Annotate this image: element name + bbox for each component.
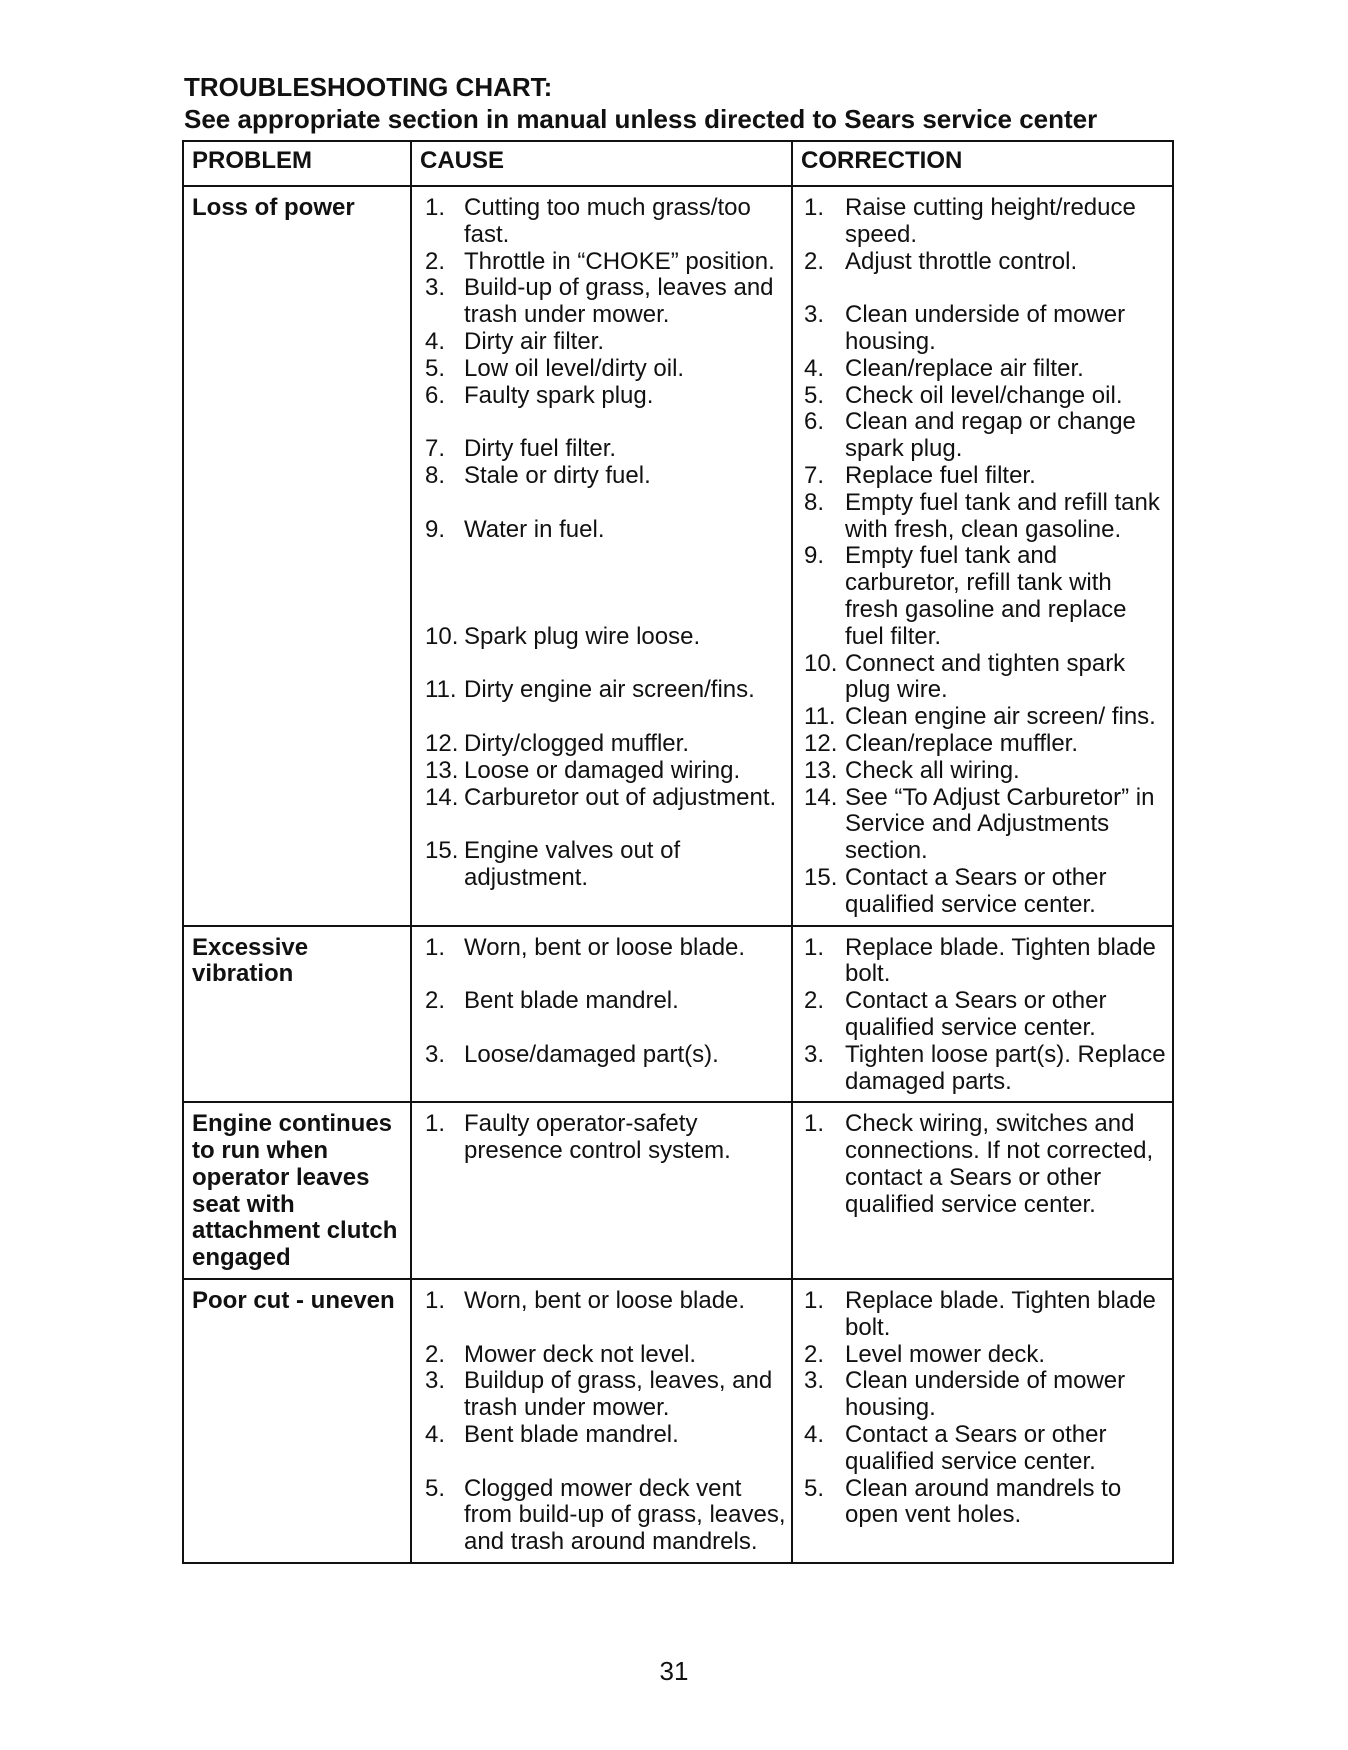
table-row: [183, 1279, 1173, 1563]
correction-item: 2. Level mower deck.: [804, 1340, 1046, 1368]
column-header-correction: CORRECTION: [792, 141, 1173, 186]
cause-item: 5. Clogged mower deck vent from build-up of grass, leaves, and trash around mandrels.: [425, 1474, 786, 1556]
correction-item: 5. Check oil level/change oil.: [804, 381, 1123, 409]
correction-item: 1. Replace blade. Tighten blade bolt.: [804, 933, 1156, 988]
cause-item: 12. Dirty/clogged muffler.: [425, 729, 689, 757]
cause-item: 4. Bent blade mandrel.: [425, 1421, 679, 1449]
cause-item: 1. Worn, bent or loose blade.: [425, 933, 746, 961]
cause-item: 14. Carburetor out of adjustment.: [425, 783, 777, 811]
cause-item: 7. Dirty fuel filter.: [425, 435, 617, 463]
cause-item: 3. Buildup of grass, leaves, and trash under mower.: [425, 1367, 773, 1422]
chart-title: TROUBLESHOOTING CHART:: [184, 72, 553, 102]
troubleshooting-table: [182, 140, 1174, 1564]
correction-item: 4. Contact a Sears or other qualified service center.: [804, 1421, 1107, 1475]
cause-item: 2. Bent blade mandrel.: [425, 987, 679, 1015]
chart-subtitle: See appropriate section in manual unless directed to Sears service center: [184, 104, 1098, 134]
cause-item: 3. Loose/damaged part(s).: [425, 1040, 719, 1068]
correction-cell: [792, 1279, 1173, 1563]
cause-item: 4. Dirty air filter.: [425, 327, 605, 355]
correction-item: 11. Clean engine air screen/ fins.: [804, 703, 1156, 731]
problem-cell: Poor cut - uneven: [183, 1279, 411, 1563]
cause-item: 2. Throttle in “CHOKE” position.: [425, 247, 775, 275]
problem-cell: Engine continues to run when operator leaves seat with attachment clutch engaged: [183, 1102, 411, 1279]
correction-item: 4. Clean/replace air filter.: [804, 354, 1084, 382]
table-row: [183, 1102, 1173, 1279]
table-row: [183, 186, 1173, 926]
correction-item: 3. Clean underside of mower housing.: [804, 1367, 1126, 1422]
correction-item: 6. Clean and regap or change spark plug.: [804, 408, 1136, 463]
correction-item: 10. Connect and tighten spark plug wire.: [804, 649, 1126, 704]
cause-item: 9. Water in fuel.: [425, 515, 605, 543]
page-number: 31: [659, 1656, 689, 1686]
correction-item: 14. See “To Adjust Carburetor” in Service and Adjustments section.: [804, 783, 1155, 865]
correction-item: 7. Replace fuel filter.: [804, 461, 1036, 489]
correction-item: 2. Contact a Sears or other qualified service center.: [804, 987, 1107, 1041]
correction-item: 3. Clean underside of mower housing.: [804, 301, 1126, 355]
correction-cell: [792, 186, 1173, 926]
correction-item: 9. Empty fuel tank and carburetor, refill tank with fresh gasoline and replace fuel filter.: [804, 542, 1127, 650]
cause-item: 1. Cutting too much grass/too fast.: [425, 194, 751, 248]
correction-item: 12. Clean/replace muffler.: [804, 729, 1079, 757]
cause-cell: [411, 926, 792, 1103]
correction-item: 1. Raise cutting height/reduce speed.: [804, 194, 1136, 248]
cause-item: 8. Stale or dirty fuel.: [425, 461, 651, 489]
column-header-problem: PROBLEM: [183, 141, 411, 186]
cause-cell: [411, 186, 792, 926]
cause-item: 3. Build-up of grass, leaves and trash under mower.: [425, 274, 774, 329]
problem-cell: Loss of power: [183, 186, 411, 926]
cause-item: 6. Faulty spark plug.: [425, 381, 654, 409]
cause-cell: [411, 1102, 792, 1279]
correction-item: 1. Check wiring, switches and connections. If not corrected, contact a Sears or other qualified service center.: [804, 1110, 1154, 1218]
correction-item: 1. Replace blade. Tighten blade bolt.: [804, 1287, 1156, 1341]
cause-item: 10. Spark plug wire loose.: [425, 622, 701, 650]
correction-item: 5. Clean around mandrels to open vent holes.: [804, 1474, 1122, 1529]
cause-item: 1. Faulty operator-safety presence control system.: [425, 1110, 731, 1165]
cause-item: 11. Dirty engine air screen/fins.: [425, 676, 755, 704]
correction-item: 8. Empty fuel tank and refill tank with fresh, clean gasoline.: [804, 488, 1160, 543]
problem-cell: Excessive vibration: [183, 926, 411, 1103]
cause-item: 15. Engine valves out of adjustment.: [425, 837, 681, 891]
table-row: [183, 926, 1173, 1103]
cause-item: 2. Mower deck not level.: [425, 1340, 697, 1368]
cause-item: 5. Low oil level/dirty oil.: [425, 354, 685, 382]
cause-item: 13. Loose or damaged wiring.: [425, 756, 741, 784]
correction-cell: [792, 926, 1173, 1103]
column-header-cause: CAUSE: [411, 141, 792, 186]
correction-item: 15. Contact a Sears or other qualified service center.: [804, 863, 1107, 918]
correction-cell: [792, 1102, 1173, 1279]
correction-item: 3. Tighten loose part(s). Replace damaged parts.: [804, 1040, 1166, 1095]
cause-cell: [411, 1279, 792, 1563]
cause-item: 1. Worn, bent or loose blade.: [425, 1287, 746, 1315]
correction-item: 13. Check all wiring.: [804, 756, 1020, 784]
correction-item: 2. Adjust throttle control.: [804, 247, 1078, 275]
header-row: [183, 141, 1173, 186]
